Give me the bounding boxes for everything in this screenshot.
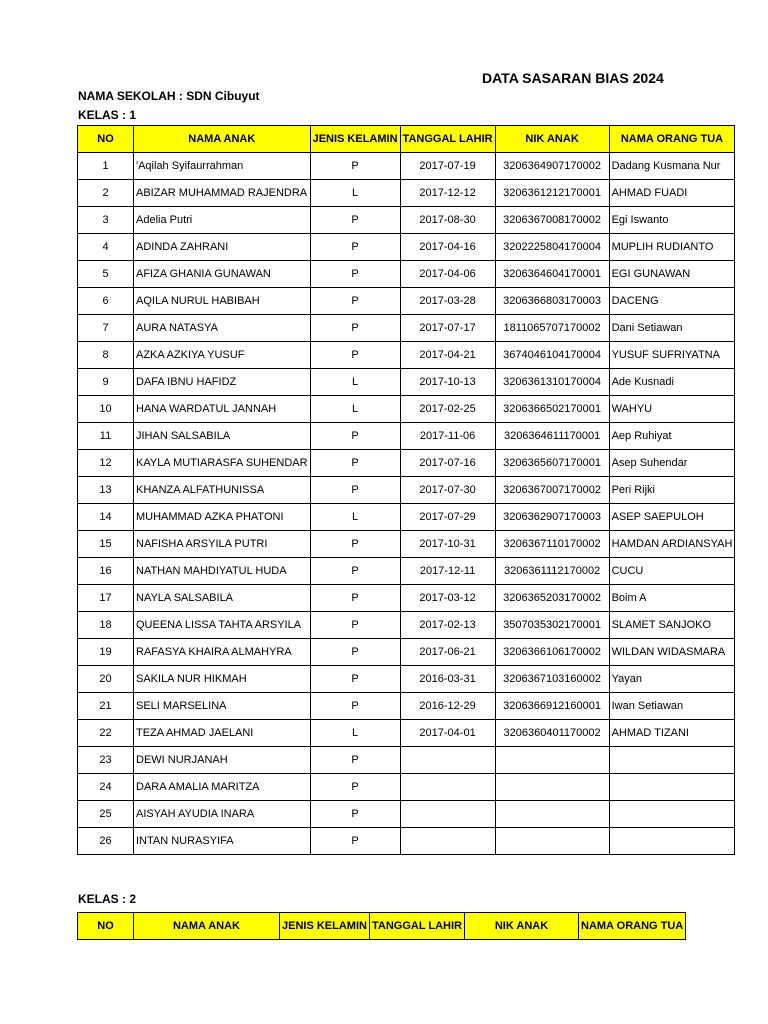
table-row [78, 612, 735, 639]
cell-nama-orang-tua: Iwan Setiawan [609, 693, 735, 720]
cell-nama-anak: AQILA NURUL HABIBAH [134, 288, 311, 315]
cell-tanggal-lahir: 2017-04-01 [400, 720, 495, 747]
cell-tanggal-lahir: 2016-12-29 [400, 693, 495, 720]
cell-nama-orang-tua: SLAMET SANJOKO [609, 612, 735, 639]
header-no: NO [78, 126, 134, 153]
cell-nama-anak: AZKA AZKIYA YUSUF [134, 342, 311, 369]
header-nama-orang-tua: NAMA ORANG TUA [609, 126, 735, 153]
cell-jenis-kelamin: P [310, 828, 400, 855]
cell-jenis-kelamin: P [310, 450, 400, 477]
header-tanggal-lahir: TANGGAL LAHIR [400, 126, 495, 153]
table-row [78, 450, 735, 477]
cell-jenis-kelamin: P [310, 612, 400, 639]
cell-nik-anak: 3206366502170001 [495, 396, 609, 423]
cell-nama-anak: NAYLA SALSABILA [134, 585, 311, 612]
table-row [78, 720, 735, 747]
table-row [78, 396, 735, 423]
table-row [78, 531, 735, 558]
cell-tanggal-lahir: 2017-07-30 [400, 477, 495, 504]
table-row [78, 477, 735, 504]
cell-nama-anak: SAKILA NUR HIKMAH [134, 666, 311, 693]
cell-tanggal-lahir: 2017-02-13 [400, 612, 495, 639]
cell-jenis-kelamin: P [310, 315, 400, 342]
cell-nama-orang-tua: YUSUF SUFRIYATNA [609, 342, 735, 369]
cell-nama-orang-tua [609, 801, 735, 828]
cell-jenis-kelamin: P [310, 801, 400, 828]
cell-nik-anak: 3206367103160002 [495, 666, 609, 693]
cell-nama-anak: DARA AMALIA MARITZA [134, 774, 311, 801]
cell-no: 6 [78, 288, 134, 315]
cell-nama-anak: ADINDA ZAHRANI [134, 234, 311, 261]
cell-nama-anak: AURA NATASYA [134, 315, 311, 342]
class-1-label: KELAS : 1 [78, 108, 137, 122]
cell-nama-orang-tua: DACENG [609, 288, 735, 315]
cell-nik-anak: 3206366912160001 [495, 693, 609, 720]
cell-no: 9 [78, 369, 134, 396]
cell-tanggal-lahir: 2017-12-12 [400, 180, 495, 207]
cell-tanggal-lahir: 2016-03-31 [400, 666, 495, 693]
cell-no: 12 [78, 450, 134, 477]
cell-nik-anak: 3206361212170001 [495, 180, 609, 207]
cell-nama-orang-tua: Boim A [609, 585, 735, 612]
cell-no: 17 [78, 585, 134, 612]
header-jenis-kelamin: JENIS KELAMIN [280, 913, 370, 940]
cell-nik-anak: 3206365607170001 [495, 450, 609, 477]
cell-nama-orang-tua: AHMAD FUADI [609, 180, 735, 207]
header-nama-anak: NAMA ANAK [134, 913, 280, 940]
table-row [78, 774, 735, 801]
cell-nama-orang-tua: Dani Setiawan [609, 315, 735, 342]
cell-nik-anak [495, 774, 609, 801]
table-row [78, 828, 735, 855]
cell-no: 5 [78, 261, 134, 288]
cell-nama-orang-tua: HAMDAN ARDIANSYAH [609, 531, 735, 558]
table-row [78, 666, 735, 693]
cell-tanggal-lahir [400, 747, 495, 774]
cell-nik-anak: 3507035302170001 [495, 612, 609, 639]
cell-tanggal-lahir [400, 774, 495, 801]
cell-nik-anak: 3206361112170002 [495, 558, 609, 585]
cell-nama-anak: QUEENA LISSA TAHTA ARSYILA [134, 612, 311, 639]
cell-nik-anak: 3206360401170002 [495, 720, 609, 747]
cell-tanggal-lahir: 2017-03-12 [400, 585, 495, 612]
class-2-label: KELAS : 2 [78, 892, 137, 906]
cell-nama-orang-tua [609, 774, 735, 801]
cell-tanggal-lahir: 2017-07-17 [400, 315, 495, 342]
cell-jenis-kelamin: P [310, 288, 400, 315]
cell-no: 23 [78, 747, 134, 774]
cell-no: 22 [78, 720, 134, 747]
table-row [78, 315, 735, 342]
cell-nik-anak: 3206361310170004 [495, 369, 609, 396]
cell-tanggal-lahir: 2017-10-31 [400, 531, 495, 558]
cell-nama-anak: NAFISHA ARSYILA PUTRI [134, 531, 311, 558]
cell-no: 21 [78, 693, 134, 720]
cell-no: 20 [78, 666, 134, 693]
header-nik-anak: NIK ANAK [495, 126, 609, 153]
cell-nama-orang-tua: ASEP SAEPULOH [609, 504, 735, 531]
cell-nama-anak: ABIZAR MUHAMMAD RAJENDRA [134, 180, 311, 207]
cell-tanggal-lahir: 2017-08-30 [400, 207, 495, 234]
header-no: NO [78, 913, 134, 940]
cell-nik-anak: 3206365203170002 [495, 585, 609, 612]
cell-nik-anak: 3206364611170001 [495, 423, 609, 450]
cell-tanggal-lahir: 2017-11-06 [400, 423, 495, 450]
cell-nik-anak: 3206362907170003 [495, 504, 609, 531]
table-row [78, 288, 735, 315]
table-row [78, 639, 735, 666]
cell-jenis-kelamin: P [310, 639, 400, 666]
cell-nama-anak: DEWI NURJANAH [134, 747, 311, 774]
cell-no: 14 [78, 504, 134, 531]
cell-nama-orang-tua: Dadang Kusmana Nur [609, 153, 735, 180]
cell-no: 25 [78, 801, 134, 828]
cell-tanggal-lahir: 2017-07-16 [400, 450, 495, 477]
cell-no: 26 [78, 828, 134, 855]
cell-tanggal-lahir: 2017-06-21 [400, 639, 495, 666]
cell-nama-anak: HANA WARDATUL JANNAH [134, 396, 311, 423]
cell-nama-orang-tua: EGI GUNAWAN [609, 261, 735, 288]
table-row [78, 369, 735, 396]
cell-nama-anak: NATHAN MAHDIYATUL HUDA [134, 558, 311, 585]
cell-nama-orang-tua: Yayan [609, 666, 735, 693]
cell-no: 1 [78, 153, 134, 180]
cell-tanggal-lahir: 2017-12-11 [400, 558, 495, 585]
cell-nama-orang-tua: CUCU [609, 558, 735, 585]
table-row [78, 747, 735, 774]
table-row [78, 423, 735, 450]
table-header-row [78, 126, 735, 153]
cell-nama-anak: RAFASYA KHAIRA ALMAHYRA [134, 639, 311, 666]
cell-jenis-kelamin: P [310, 666, 400, 693]
cell-nama-orang-tua: Ade Kusnadi [609, 369, 735, 396]
cell-tanggal-lahir: 2017-07-19 [400, 153, 495, 180]
cell-nik-anak [495, 747, 609, 774]
school-name: NAMA SEKOLAH : SDN Cibuyut [78, 89, 260, 103]
document-title: DATA SASARAN BIAS 2024 [482, 70, 664, 86]
table-row [78, 180, 735, 207]
cell-jenis-kelamin: L [310, 369, 400, 396]
table-row [78, 504, 735, 531]
cell-nik-anak [495, 801, 609, 828]
table-row [78, 801, 735, 828]
cell-no: 11 [78, 423, 134, 450]
cell-nama-orang-tua: MUPLIH RUDIANTO [609, 234, 735, 261]
cell-no: 8 [78, 342, 134, 369]
cell-nama-anak: KAYLA MUTIARASFA SUHENDAR [134, 450, 311, 477]
cell-nama-anak: 'Aqilah Syifaurrahman [134, 153, 311, 180]
cell-nama-orang-tua: Peri Rijki [609, 477, 735, 504]
cell-no: 16 [78, 558, 134, 585]
cell-tanggal-lahir: 2017-10-13 [400, 369, 495, 396]
table-row [78, 153, 735, 180]
cell-nama-orang-tua [609, 747, 735, 774]
cell-jenis-kelamin: P [310, 234, 400, 261]
cell-nama-anak: MUHAMMAD AZKA PHATONI [134, 504, 311, 531]
cell-jenis-kelamin: P [310, 207, 400, 234]
class-2-table [77, 912, 686, 940]
cell-nama-orang-tua: Aep Ruhiyat [609, 423, 735, 450]
cell-jenis-kelamin: P [310, 342, 400, 369]
cell-nama-orang-tua: Asep Suhendar [609, 450, 735, 477]
cell-jenis-kelamin: P [310, 477, 400, 504]
cell-jenis-kelamin: P [310, 774, 400, 801]
table-row [78, 693, 735, 720]
cell-nama-anak: INTAN NURASYIFA [134, 828, 311, 855]
cell-nik-anak: 3206364907170002 [495, 153, 609, 180]
cell-nama-anak: TEZA AHMAD JAELANI [134, 720, 311, 747]
table-row [78, 261, 735, 288]
cell-tanggal-lahir: 2017-04-16 [400, 234, 495, 261]
cell-nik-anak: 3206364604170001 [495, 261, 609, 288]
cell-jenis-kelamin: P [310, 558, 400, 585]
cell-tanggal-lahir: 2017-07-29 [400, 504, 495, 531]
cell-nik-anak [495, 828, 609, 855]
cell-no: 2 [78, 180, 134, 207]
cell-nama-orang-tua [609, 828, 735, 855]
header-nik-anak: NIK ANAK [465, 913, 579, 940]
cell-nik-anak: 1811065707170002 [495, 315, 609, 342]
header-nama-orang-tua: NAMA ORANG TUA [579, 913, 686, 940]
cell-nik-anak: 3202225804170004 [495, 234, 609, 261]
cell-jenis-kelamin: L [310, 504, 400, 531]
cell-nik-anak: 3206367110170002 [495, 531, 609, 558]
table-row [78, 342, 735, 369]
cell-no: 10 [78, 396, 134, 423]
cell-nama-anak: KHANZA ALFATHUNISSA [134, 477, 311, 504]
cell-tanggal-lahir: 2017-04-06 [400, 261, 495, 288]
cell-jenis-kelamin: P [310, 423, 400, 450]
cell-tanggal-lahir: 2017-02-25 [400, 396, 495, 423]
cell-no: 24 [78, 774, 134, 801]
cell-jenis-kelamin: P [310, 585, 400, 612]
cell-nama-anak: AFIZA GHANIA GUNAWAN [134, 261, 311, 288]
cell-tanggal-lahir: 2017-04-21 [400, 342, 495, 369]
table-row [78, 207, 735, 234]
cell-jenis-kelamin: L [310, 720, 400, 747]
cell-nama-orang-tua: AHMAD TIZANI [609, 720, 735, 747]
cell-no: 13 [78, 477, 134, 504]
cell-jenis-kelamin: P [310, 531, 400, 558]
table-row [78, 558, 735, 585]
table-row [78, 585, 735, 612]
header-tanggal-lahir: TANGGAL LAHIR [369, 913, 464, 940]
cell-jenis-kelamin: L [310, 396, 400, 423]
cell-nama-orang-tua: WAHYU [609, 396, 735, 423]
cell-nik-anak: 3206366803170003 [495, 288, 609, 315]
cell-no: 3 [78, 207, 134, 234]
header-jenis-kelamin: JENIS KELAMIN [310, 126, 400, 153]
cell-nik-anak: 3206366106170002 [495, 639, 609, 666]
cell-jenis-kelamin: P [310, 693, 400, 720]
header-nama-anak: NAMA ANAK [134, 126, 311, 153]
cell-nik-anak: 3674046104170004 [495, 342, 609, 369]
cell-no: 19 [78, 639, 134, 666]
cell-nama-anak: SELI MARSELINA [134, 693, 311, 720]
table-row [78, 234, 735, 261]
cell-jenis-kelamin: P [310, 261, 400, 288]
cell-nama-anak: DAFA IBNU HAFIDZ [134, 369, 311, 396]
cell-nama-anak: Adelia Putri [134, 207, 311, 234]
cell-jenis-kelamin: L [310, 180, 400, 207]
cell-no: 18 [78, 612, 134, 639]
cell-nama-anak: JIHAN SALSABILA [134, 423, 311, 450]
cell-jenis-kelamin: P [310, 747, 400, 774]
cell-nik-anak: 3206367008170002 [495, 207, 609, 234]
cell-no: 4 [78, 234, 134, 261]
cell-no: 15 [78, 531, 134, 558]
cell-tanggal-lahir: 2017-03-28 [400, 288, 495, 315]
class-1-table [77, 125, 735, 855]
cell-nik-anak: 3206367007170002 [495, 477, 609, 504]
cell-jenis-kelamin: P [310, 153, 400, 180]
cell-tanggal-lahir [400, 828, 495, 855]
cell-tanggal-lahir [400, 801, 495, 828]
cell-nama-orang-tua: Egi Iswanto [609, 207, 735, 234]
table-header-row [78, 913, 686, 940]
cell-nama-orang-tua: WILDAN WIDASMARA [609, 639, 735, 666]
cell-nama-anak: AISYAH AYUDIA INARA [134, 801, 311, 828]
cell-no: 7 [78, 315, 134, 342]
